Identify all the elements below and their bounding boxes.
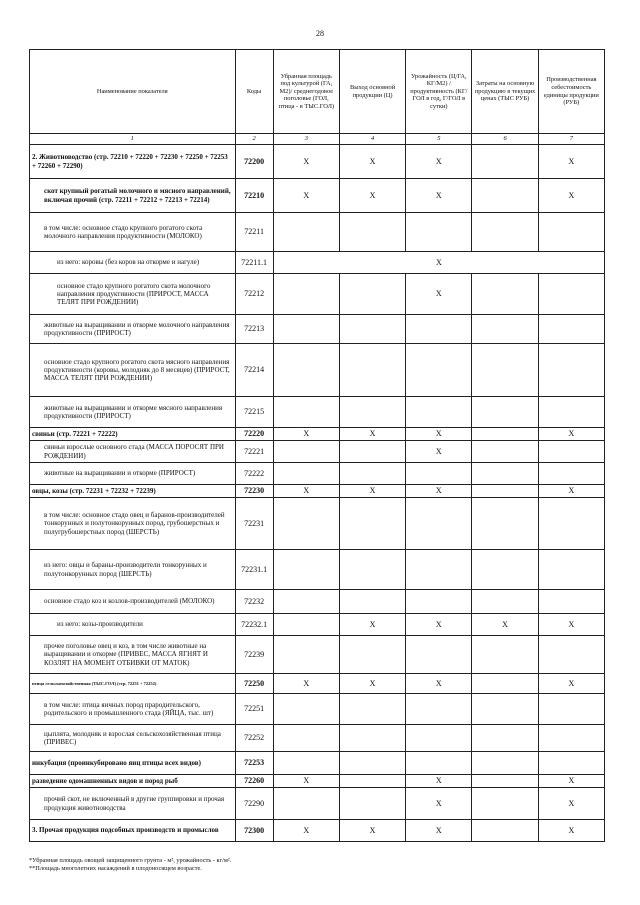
cell: [273, 498, 339, 550]
cell: X: [273, 428, 339, 441]
col-num: 1: [30, 134, 236, 145]
cell: [538, 725, 604, 752]
cell: [406, 213, 472, 252]
row-label: свиньи взрослые основного стада (МАССА ПОРОСЯТ ПРИ РОЖДЕНИИ): [30, 441, 236, 463]
table-row: [30, 213, 605, 252]
cell: X: [538, 775, 604, 788]
table-row: [30, 145, 605, 179]
table-row: [30, 725, 605, 752]
row-code: 72290: [235, 788, 273, 820]
row-label: 3. Прочая продукция подсобных производств и промыслов: [30, 820, 236, 842]
cell: [472, 590, 538, 614]
row-code: 72253: [235, 752, 273, 775]
header-output: Выход основной продукции (Ц): [339, 50, 405, 134]
cell: X: [273, 820, 339, 842]
cell: [472, 315, 538, 344]
cell: [406, 694, 472, 725]
cell: [472, 550, 538, 590]
row-label: прочее поголовье овец и коз, в том числе животные на выращивании и откорме (ПРИВЕС, МАССА ЯГНЯТ И КОЗЛЯТ НА МОМЕНТ ОТБИВКИ ОТ МАТОК): [30, 636, 236, 674]
row-code: 72300: [235, 820, 273, 842]
cell: [339, 550, 405, 590]
cell: [472, 213, 538, 252]
cell: [273, 463, 339, 485]
cell: [273, 694, 339, 725]
cell: X: [406, 788, 472, 820]
row-label: скот крупный рогатый молочного и мясного направлений, включая прочий (стр. 72211 + 72212 + 72213 + 72214): [30, 179, 236, 213]
header-name: Наименование показателя: [30, 50, 236, 134]
header-unit-cost: Производственная себестоимость единицы продукции (РУБ): [538, 50, 604, 134]
cell: [472, 788, 538, 820]
cell: [273, 441, 339, 463]
cell: X: [273, 145, 339, 179]
cell: [273, 274, 339, 315]
row-code: 72231.1: [235, 550, 273, 590]
cell: X: [406, 674, 472, 694]
col-num: 4: [339, 134, 405, 145]
cell: X: [406, 428, 472, 441]
merged-cell: X: [273, 252, 604, 274]
cell: [273, 752, 339, 775]
cell: X: [273, 674, 339, 694]
cell: [538, 441, 604, 463]
page-number: 28: [316, 29, 324, 38]
row-label: в том числе: основное стадо крупного рогатого скота молочного направления продуктивности (МОЛОКО): [30, 213, 236, 252]
row-code: 72252: [235, 725, 273, 752]
cell: X: [339, 614, 405, 636]
cell: [273, 213, 339, 252]
table-row: [30, 252, 605, 274]
cell: X: [406, 485, 472, 498]
row-label: цыплята, молодняк и взрослая сельскохозяйственная птица (ПРИВЕС): [30, 725, 236, 752]
table-row: [30, 428, 605, 441]
row-code: 72230: [235, 485, 273, 498]
cell: [538, 397, 604, 428]
table-row: [30, 752, 605, 775]
cell: X: [273, 485, 339, 498]
cell: [472, 725, 538, 752]
row-label: 2. Животноводство (стр. 72210 + 72220 + 72230 + 72250 + 72253 + 72260 + 72290): [30, 145, 236, 179]
cell: [273, 788, 339, 820]
cell: X: [273, 179, 339, 213]
cell: [472, 344, 538, 397]
cell: [339, 463, 405, 485]
cell: X: [406, 179, 472, 213]
cell: [472, 145, 538, 179]
cell: [472, 498, 538, 550]
row-label: птица сельскохозяйственная (ТЫС.ГОЛ) (стр. 72251 + 72252): [30, 674, 236, 694]
row-code: 72200: [235, 145, 273, 179]
cell: [406, 752, 472, 775]
cell: [339, 590, 405, 614]
cell: [406, 397, 472, 428]
row-code: 72221: [235, 441, 273, 463]
cell: [273, 725, 339, 752]
cell: [472, 636, 538, 674]
table-row: [30, 550, 605, 590]
cell: [339, 498, 405, 550]
cell: [339, 788, 405, 820]
row-code: 72215: [235, 397, 273, 428]
cell: X: [339, 820, 405, 842]
cell: [538, 590, 604, 614]
table-row: [30, 315, 605, 344]
table-row: [30, 636, 605, 674]
cell: X: [538, 428, 604, 441]
row-label: овцы, козы (стр. 72231 + 72232 + 72239): [30, 485, 236, 498]
row-label: прочий скот, не включенный в другие группировки и прочая продукция животноводства: [30, 788, 236, 820]
column-number-row: [30, 134, 605, 145]
row-code: 72212: [235, 274, 273, 315]
row-code: 72232: [235, 590, 273, 614]
table-row: [30, 397, 605, 428]
row-label: разведение одомашненных видов и пород рыб: [30, 775, 236, 788]
cell: [472, 274, 538, 315]
footnotes: [29, 857, 605, 873]
cell: X: [406, 145, 472, 179]
row-code: 72251: [235, 694, 273, 725]
row-code: 72213: [235, 315, 273, 344]
cell: X: [339, 428, 405, 441]
cell: [538, 636, 604, 674]
table-row: [30, 498, 605, 550]
row-label: свиньи (стр. 72221 + 72222): [30, 428, 236, 441]
table-row: [30, 485, 605, 498]
cell: [538, 344, 604, 397]
cell: [273, 344, 339, 397]
cell: [406, 463, 472, 485]
cell: X: [406, 274, 472, 315]
cell: [538, 274, 604, 315]
cell: [339, 694, 405, 725]
cell: [406, 498, 472, 550]
livestock-cost-table: [29, 49, 605, 842]
cell: [538, 315, 604, 344]
header-code: Коды: [235, 50, 273, 134]
cell: [339, 344, 405, 397]
table-row: [30, 694, 605, 725]
row-code: 72231: [235, 498, 273, 550]
table-row: [30, 788, 605, 820]
cell: [273, 590, 339, 614]
table-row: [30, 344, 605, 397]
cell: [406, 315, 472, 344]
cell: X: [538, 674, 604, 694]
col-num: 5: [406, 134, 472, 145]
cell: X: [339, 674, 405, 694]
cell: [472, 775, 538, 788]
cell: [472, 694, 538, 725]
table-row: [30, 674, 605, 694]
table-row: [30, 820, 605, 842]
cell: [339, 315, 405, 344]
cell: X: [339, 485, 405, 498]
cell: [339, 752, 405, 775]
row-label: основное стадо крупного рогатого скота молочного направления продуктивности (ПРИРОСТ, МАССА ТЕЛЯТ ПРИ РОЖДЕНИИ): [30, 274, 236, 315]
row-label: животные на выращивании и откорме (ПРИРОСТ): [30, 463, 236, 485]
row-label: животные на выращивании и откорме молочного направления продуктивности (ПРИРОСТ): [30, 315, 236, 344]
cell: [538, 550, 604, 590]
col-num: 2: [235, 134, 273, 145]
header-area: Убранная площадь под культурой (ГА, М2)/ среднегодовое поголовье (ГОЛ, птица - в ТЫС.ГОЛ): [273, 50, 339, 134]
cell: X: [538, 820, 604, 842]
header-yield: Урожайность (Ц/ГА, КГ/М2) / продуктивность (КГ/ГОЛ в год, Г/ГОЛ в сутки): [406, 50, 472, 134]
row-code: 72239: [235, 636, 273, 674]
row-label: в том числе: птица яичных пород прародительского, родительского и промышленного стада (ЯЙЦА, тыс. шт): [30, 694, 236, 725]
row-label: из него: овцы и бараны-производители тонкорунных и полутонкорунных пород (ШЕРСТЬ): [30, 550, 236, 590]
cell: [538, 694, 604, 725]
footnote: **Площадь многолетних насаждений в плодоносящем возрасте.: [29, 864, 202, 872]
cell: [273, 636, 339, 674]
cell: X: [538, 145, 604, 179]
cell: [339, 725, 405, 752]
table-row: [30, 775, 605, 788]
cell: [472, 179, 538, 213]
row-label: животные на выращивании и откорме мясного направления продуктивности (ПРИРОСТ): [30, 397, 236, 428]
row-label: из него: козы-производители: [30, 614, 236, 636]
cell: [472, 485, 538, 498]
table-header: [30, 50, 605, 134]
cell: [472, 674, 538, 694]
cell: [339, 775, 405, 788]
cell: [339, 397, 405, 428]
row-code: 72211: [235, 213, 273, 252]
row-code: 72214: [235, 344, 273, 397]
cell: [538, 213, 604, 252]
table-row: [30, 179, 605, 213]
cell: X: [538, 179, 604, 213]
footnote: *Убранная площадь овощей защищенного грунта - м², урожайность - кг/м².: [29, 857, 232, 864]
cell: [472, 820, 538, 842]
cell: [273, 550, 339, 590]
row-label: в том числе: основное стадо овец и баранов-производителей тонкорунных и полутонкорунных пород, грубошерстных и полугрубошерстных пород (ШЕРСТЬ): [30, 498, 236, 550]
cell: [339, 636, 405, 674]
row-label: из него: коровы (без коров на откорме и нагуле): [30, 252, 236, 274]
cell: [472, 428, 538, 441]
cell: [339, 213, 405, 252]
col-num: 7: [538, 134, 604, 145]
cell: X: [406, 775, 472, 788]
cell: X: [406, 441, 472, 463]
row-code: 72260: [235, 775, 273, 788]
cell: X: [339, 179, 405, 213]
row-label: основное стадо крупного рогатого скота мясного направления продуктивности (коровы, молодняк до 8 месяцев) (ПРИРОСТ, МАССА ТЕЛЯТ ПРИ РОЖДЕНИИ): [30, 344, 236, 397]
row-label: инкубация (проинкубировано яиц птицы всех видов): [30, 752, 236, 775]
cell: [472, 752, 538, 775]
cell: [538, 498, 604, 550]
cell: [538, 463, 604, 485]
cell: [472, 397, 538, 428]
cell: X: [538, 485, 604, 498]
row-label: основное стадо коз и козлов-производителей (МОЛОКО): [30, 590, 236, 614]
col-num: 3: [273, 134, 339, 145]
cell: [472, 441, 538, 463]
row-code: 72211.1: [235, 252, 273, 274]
cell: [273, 614, 339, 636]
row-code: 72210: [235, 179, 273, 213]
cell: X: [339, 145, 405, 179]
header-costs: Затраты на основную продукцию в текущих ценах (ТЫС РУБ): [472, 50, 538, 134]
cell: [273, 397, 339, 428]
cell: X: [538, 614, 604, 636]
cell: [472, 463, 538, 485]
cell: [406, 725, 472, 752]
cell: [273, 315, 339, 344]
cell: [406, 636, 472, 674]
cell: [339, 441, 405, 463]
cell: X: [406, 614, 472, 636]
col-num: 6: [472, 134, 538, 145]
cell: [339, 274, 405, 315]
table-row: [30, 441, 605, 463]
cell: [406, 590, 472, 614]
table-row: [30, 590, 605, 614]
row-code: 72232.1: [235, 614, 273, 636]
row-code: 72220: [235, 428, 273, 441]
cell: [406, 344, 472, 397]
table-row: [30, 274, 605, 315]
table-row: [30, 614, 605, 636]
cell: [538, 752, 604, 775]
cell: X: [538, 788, 604, 820]
cell: [406, 550, 472, 590]
cell: X: [406, 820, 472, 842]
cell: X: [273, 775, 339, 788]
cell: X: [472, 614, 538, 636]
row-code: 72250: [235, 674, 273, 694]
row-code: 72222: [235, 463, 273, 485]
table-row: [30, 463, 605, 485]
